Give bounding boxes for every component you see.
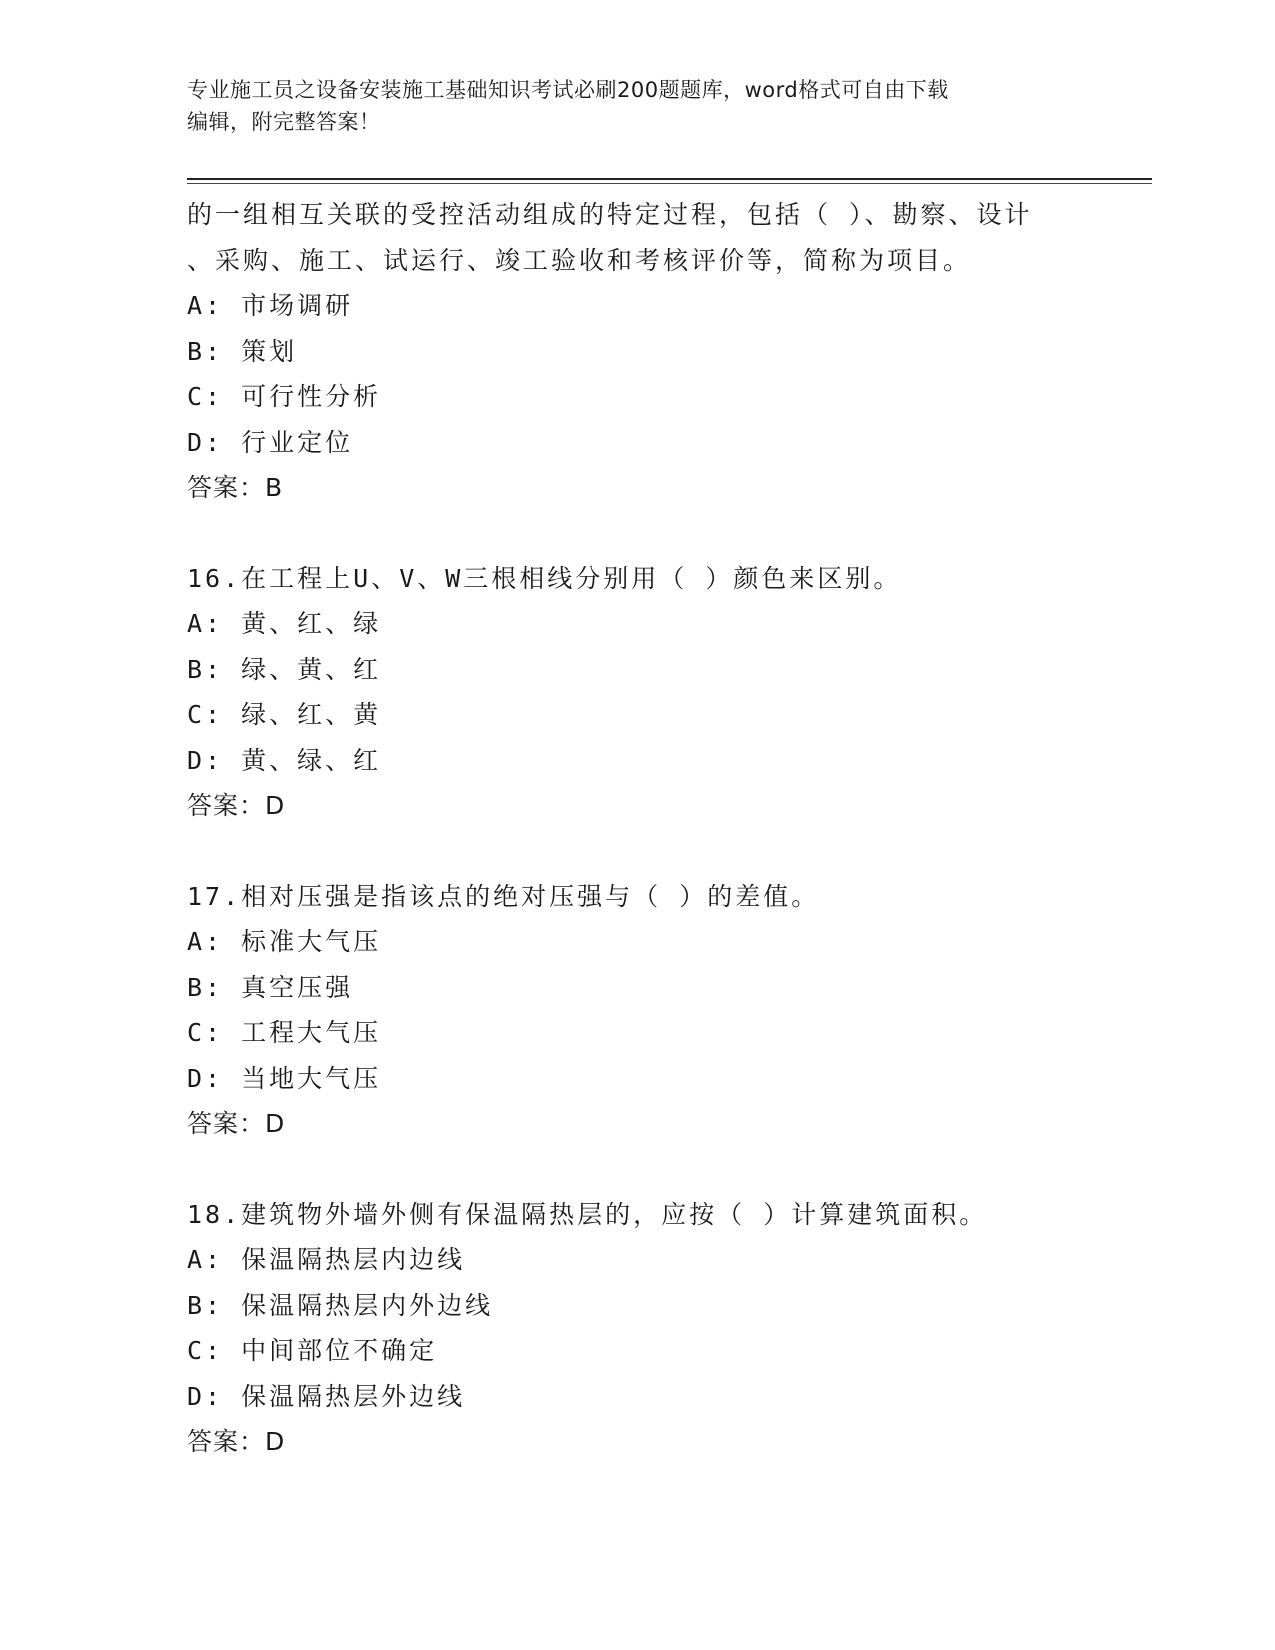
question-block-18 <box>187 1192 1117 1465</box>
document-header <box>187 74 1087 138</box>
option-a: A: 市场调研 <box>187 291 354 320</box>
option-c: C: 绿、红、黄 <box>187 700 382 729</box>
option-a: A: 黄、红、绿 <box>187 609 382 638</box>
option-d: D: 保温隔热层外边线 <box>187 1381 466 1411</box>
option-b: B: 真空压强 <box>187 972 354 1002</box>
question-text: 18.建筑物外墙外侧有保温隔热层的，应按（ ）计算建筑面积。 <box>187 1199 988 1229</box>
answer-line: 答案：D <box>187 1109 286 1138</box>
option-d: D: 当地大气压 <box>187 1063 382 1093</box>
option-c: C: 工程大气压 <box>187 1018 382 1047</box>
option-b: B: 保温隔热层内外边线 <box>187 1290 494 1320</box>
header-divider-thick <box>187 178 1152 180</box>
option-b: B: 策划 <box>187 336 298 366</box>
question-text: 17.相对压强是指该点的绝对压强与（ ）的差值。 <box>187 881 820 911</box>
question-content <box>187 192 1117 1465</box>
answer-line: 答案：D <box>187 791 286 820</box>
question-text-line-2: 、采购、施工、试运行、竣工验收和考核评价等，简称为项目。 <box>187 245 972 275</box>
question-text: 16.在工程上U、V、W三根相线分别用（ ）颜色来区别。 <box>187 563 902 593</box>
question-text-line-1: 的一组相互关联的受控活动组成的特定过程，包括（ ）、勘察、设计 <box>187 200 1033 229</box>
header-title-line-2: 编辑，附完整答案！ <box>187 110 381 134</box>
question-block-15-continued <box>187 192 1117 511</box>
option-d: D: 黄、绿、红 <box>187 745 382 775</box>
option-c: C: 中间部位不确定 <box>187 1336 438 1365</box>
option-a: A: 标准大气压 <box>187 927 382 956</box>
question-block-17 <box>187 874 1117 1147</box>
answer-line: 答案：B <box>187 473 284 502</box>
option-d: D: 行业定位 <box>187 427 354 457</box>
header-divider-thin <box>187 183 1152 184</box>
option-b: B: 绿、黄、红 <box>187 654 382 684</box>
option-c: C: 可行性分析 <box>187 382 382 411</box>
option-a: A: 保温隔热层内边线 <box>187 1245 466 1274</box>
header-title-line-1: 专业施工员之设备安装施工基础知识考试必刷200题题库，word格式可自由下载 <box>187 78 949 102</box>
question-block-16 <box>187 556 1117 829</box>
answer-line: 答案：D <box>187 1427 286 1456</box>
